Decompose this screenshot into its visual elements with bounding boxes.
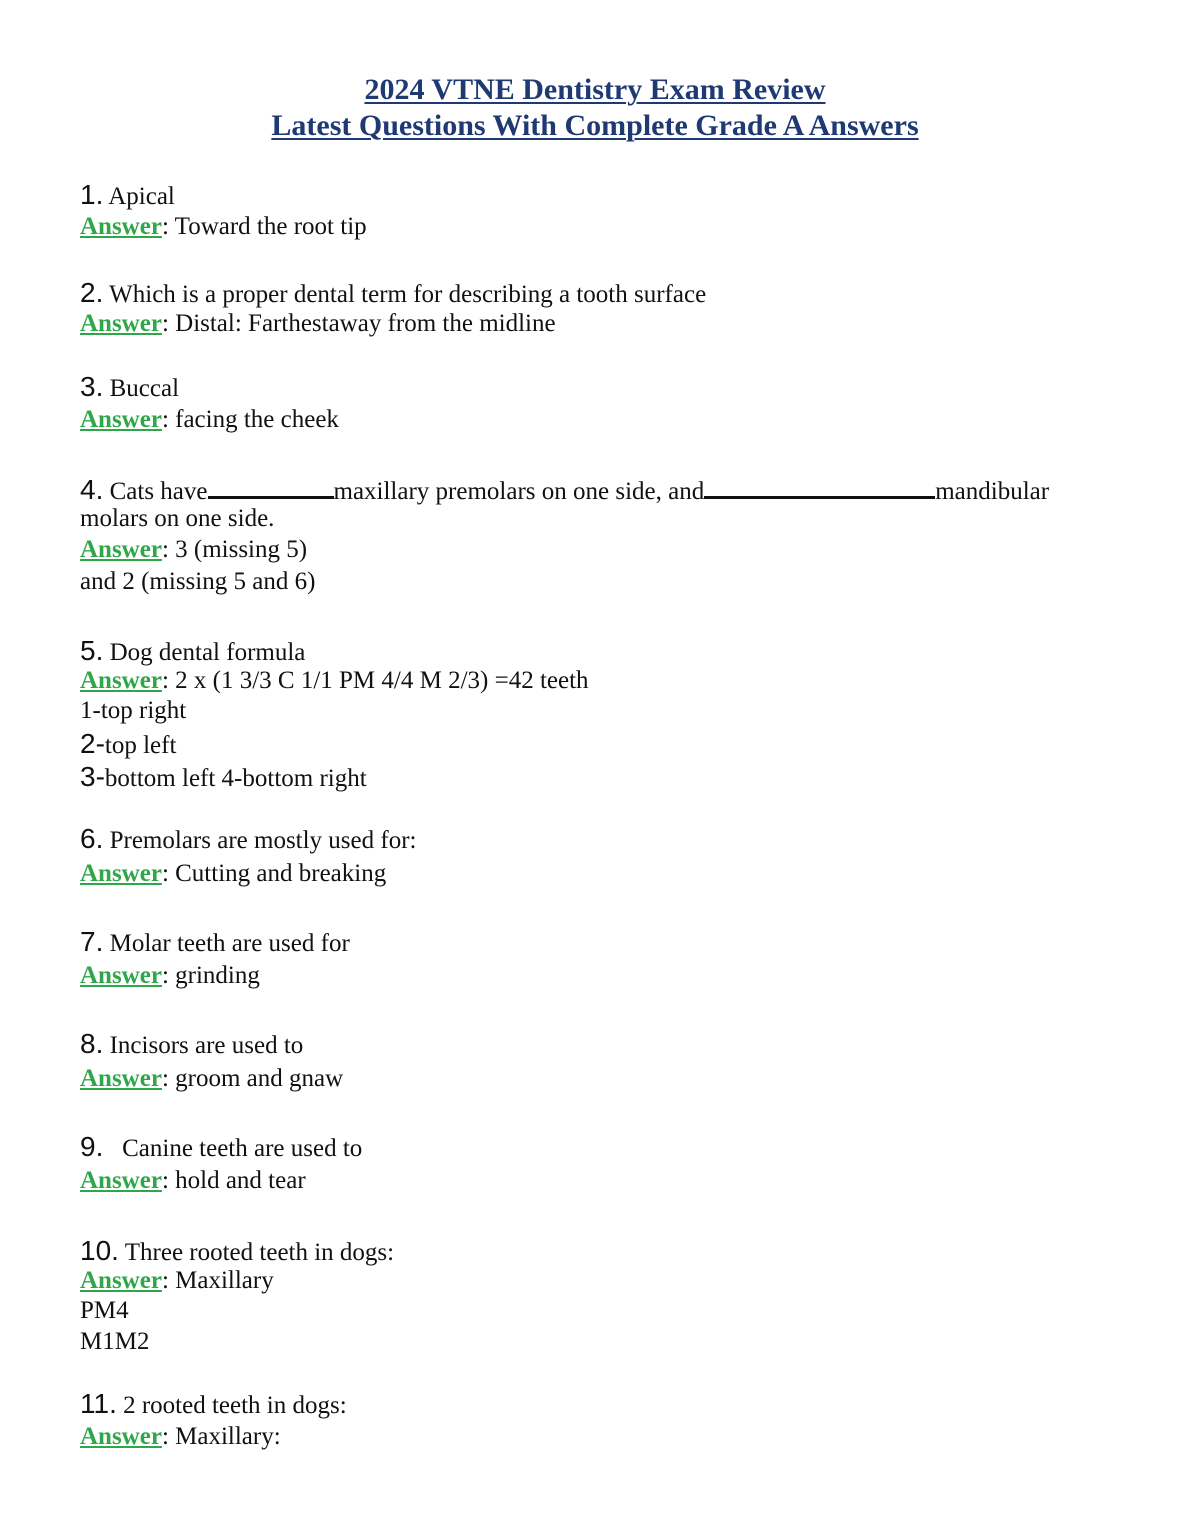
- question-number: 1.: [80, 179, 104, 210]
- question-9: [80, 1132, 362, 1164]
- sub-number: 2-: [80, 728, 105, 759]
- answer-5: [80, 666, 589, 696]
- answer-4-extra: and 2 (missing 5 and 6): [80, 568, 316, 595]
- sub-text: top left: [104, 732, 177, 759]
- answer-label: Answer: [80, 667, 162, 694]
- answer-text: : groom and gnaw: [161, 1065, 344, 1092]
- answer-10-extra-2: M1M2: [80, 1328, 150, 1355]
- question-number: 10.: [80, 1235, 119, 1266]
- question-10: [80, 1236, 394, 1268]
- question-3: [80, 372, 179, 404]
- answer-text: : 2 x (1 3/3 C 1/1 PM 4/4 M 2/3) =42 teeth: [161, 667, 589, 694]
- sub-text: bottom left 4-bottom right: [104, 765, 367, 792]
- question-number: 7.: [80, 926, 104, 957]
- question-text: Canine teeth are used to: [122, 1135, 363, 1162]
- answer-1: [80, 212, 367, 242]
- question-number: 11.: [80, 1388, 117, 1419]
- question-text: Three rooted teeth in dogs:: [124, 1239, 395, 1266]
- answer-label: Answer: [80, 1267, 162, 1294]
- question-text-b: maxillary premolars on one side, and: [333, 478, 705, 505]
- question-7: [80, 927, 350, 959]
- answer-8: [80, 1064, 343, 1094]
- answer-text: : hold and tear: [161, 1167, 306, 1194]
- question-text: Premolars are mostly used for:: [109, 827, 417, 854]
- answer-4: [80, 535, 307, 565]
- answer-text: : Distal: Farthestaway from the midline: [161, 310, 556, 337]
- answer-7: [80, 961, 260, 991]
- question-number: 2.: [80, 277, 104, 308]
- answer-10: [80, 1266, 274, 1296]
- answer-label: Answer: [80, 860, 162, 887]
- question-4: [80, 474, 1049, 507]
- answer-label: Answer: [80, 310, 162, 337]
- answer-6: [80, 859, 386, 889]
- answer-text: : Toward the root tip: [161, 213, 367, 240]
- answer-10-extra-1: PM4: [80, 1297, 129, 1324]
- answer-label: Answer: [80, 1065, 162, 1092]
- question-text: Which is a proper dental term for describing a tooth surface: [109, 281, 707, 308]
- question-text-a: Cats have: [109, 478, 208, 505]
- fill-blank-2: [704, 474, 935, 499]
- answer-3: [80, 405, 339, 435]
- question-6: [80, 824, 416, 856]
- question-number: 8.: [80, 1028, 104, 1059]
- question-number: 4.: [80, 474, 104, 505]
- question-text-c: mandibular: [935, 478, 1050, 505]
- answer-5-sub-1: [80, 729, 176, 761]
- answer-text: : Cutting and breaking: [161, 860, 387, 887]
- answer-label: Answer: [80, 536, 162, 563]
- question-11: [80, 1389, 347, 1421]
- answer-2: [80, 309, 556, 339]
- doc-title-line-1: 2024 VTNE Dentistry Exam Review: [364, 73, 826, 106]
- answer-5-sub-2: [80, 762, 367, 794]
- question-1: [80, 180, 175, 212]
- question-2: [80, 278, 706, 310]
- question-text: Incisors are used to: [109, 1032, 304, 1059]
- answer-label: Answer: [80, 962, 162, 989]
- question-5: [80, 636, 305, 668]
- answer-9: [80, 1166, 306, 1196]
- answer-text: : Maxillary:: [161, 1423, 281, 1450]
- question-text: Dog dental formula: [109, 639, 306, 666]
- fill-blank-1: [208, 474, 334, 499]
- doc-title-line-2: Latest Questions With Complete Grade A Answers: [271, 109, 919, 142]
- question-number: 3.: [80, 371, 104, 402]
- answer-11: [80, 1422, 281, 1452]
- question-text: 2 rooted teeth in dogs:: [123, 1392, 347, 1419]
- answer-text: : facing the cheek: [161, 406, 339, 433]
- answer-label: Answer: [80, 213, 162, 240]
- question-text: Molar teeth are used for: [109, 930, 350, 957]
- sub-number: 3-: [80, 761, 105, 792]
- answer-text: : 3 (missing 5): [161, 536, 308, 563]
- question-text: Buccal: [109, 375, 180, 402]
- question-4-continuation: molars on one side.: [80, 505, 275, 532]
- question-number: 9.: [80, 1131, 104, 1162]
- answer-text: : grinding: [161, 962, 260, 989]
- question-8: [80, 1029, 303, 1061]
- answer-5-extra: 1-top right: [80, 697, 187, 724]
- answer-label: Answer: [80, 1167, 162, 1194]
- question-number: 5.: [80, 635, 104, 666]
- answer-text: : Maxillary: [161, 1267, 274, 1294]
- answer-label: Answer: [80, 1423, 162, 1450]
- answer-label: Answer: [80, 406, 162, 433]
- question-number: 6.: [80, 823, 104, 854]
- question-text: Apical: [108, 183, 175, 210]
